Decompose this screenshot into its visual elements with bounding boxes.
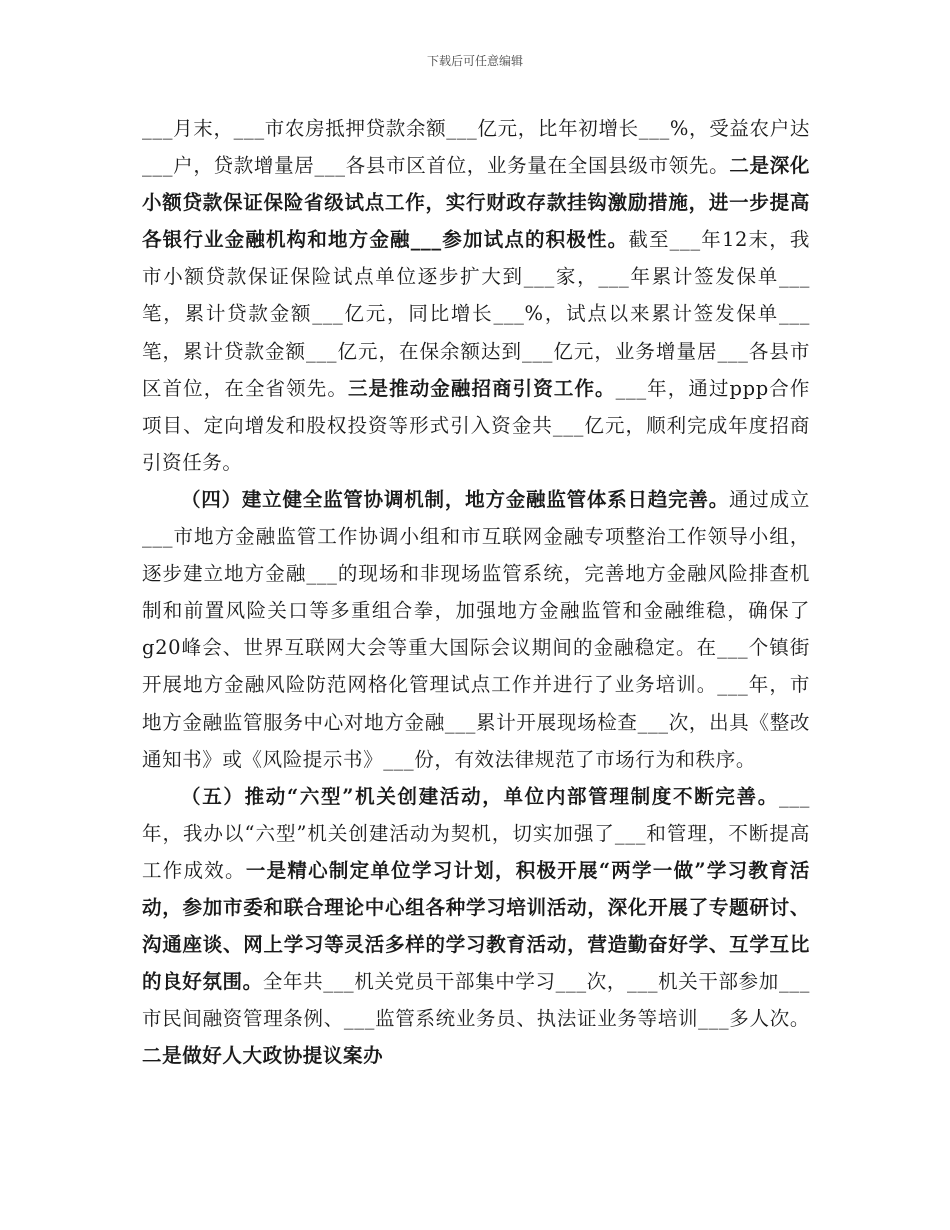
paragraph-segment: ___年，我办以“六型”机关创建活动为契机，切实加强了___和管理，不断提高工作成效。 (142, 784, 810, 882)
paragraph-segment-bold: 二是做好人大政协提议案办 (142, 1044, 384, 1068)
paragraph-segment-bold: 二是深化小额贷款保证保险省级试点工作，实行财政存款挂钩激励措施，进一步提高各银行业金融机构和地方金融___参加试点的积极性。 (142, 154, 810, 252)
section-heading-5: （五）推动“六型”机关创建活动，单位内部管理制度不断完善。 (181, 784, 779, 808)
page-header: 下载后可任意编辑 (426, 54, 523, 68)
paragraph-segment: 通过成立___市地方金融监管工作协调小组和市互联网金融专项整治工作领导小组，逐步建立地方金融___的现场和非现场监管系统，完善地方金融风险排查机制和前置风险关口等多重组合拳，加强地方金融监管和金融维稳，确保了g20峰会、世界互联网大会等重大国际会议期间的金融稳定。在___个镇街开展地方金融风险防范网格化管理试点工作并进行了业务培训。___年，市地方金融监管服务中心对地方金融___累计开展现场检查___次，出具《整改通知书》或《风险提示书》___份，有效法律规范了市场行为和秩序。 (142, 487, 811, 771)
paragraph-rural-housing-loans (142, 110, 810, 481)
paragraph-segment: ___年，通过ppp合作项目、定向增发和股权投资等形式引入资金共___亿元，顺利完成年度招商引资任务。 (142, 376, 810, 474)
paragraph-segment: ___月末，___市农房抵押贷款余额___亿元，比年初增长___%，受益农户达___户，贷款增量居___各县市区首位，业务量在全国县级市领先。 (142, 117, 810, 178)
paragraph-segment-bold: 一是精心制定单位学习计划，积极开展“两学一做”学习教育活动，参加市委和联合理论中心组各种学习培训活动，深化开展了专题研讨、沟通座谈、网上学习等灵活多样的学习教育活动，营造勤奋好学、互学互比的良好氛围。 (142, 858, 810, 994)
document-body (142, 110, 810, 1074)
paragraph-segment-bold: 三是推动金融招商引资工作。 (347, 376, 616, 400)
section-heading-4: （四）建立健全监管协调机制，地方金融监管体系日趋完善。 (181, 487, 730, 511)
paragraph-segment: 全年共___机关党员干部集中学习___次，___机关干部参加___市民间融资管理条例、___监管系统业务员、执法证业务等培训___多人次。 (142, 970, 810, 1031)
paragraph-supervision-mechanism (142, 481, 810, 778)
paragraph-six-type-organ (142, 778, 810, 1075)
paragraph-segment: 截至___年12末，我市小额贷款保证保险试点单位逐步扩大到___家，___年累计签发保单___笔，累计贷款金额___亿元，同比增长___%，试点以来累计签发保单___笔，累计贷款金额___亿元，在保余额达到___亿元，业务增量居___各县市区首位，在全省领先。 (142, 228, 810, 400)
